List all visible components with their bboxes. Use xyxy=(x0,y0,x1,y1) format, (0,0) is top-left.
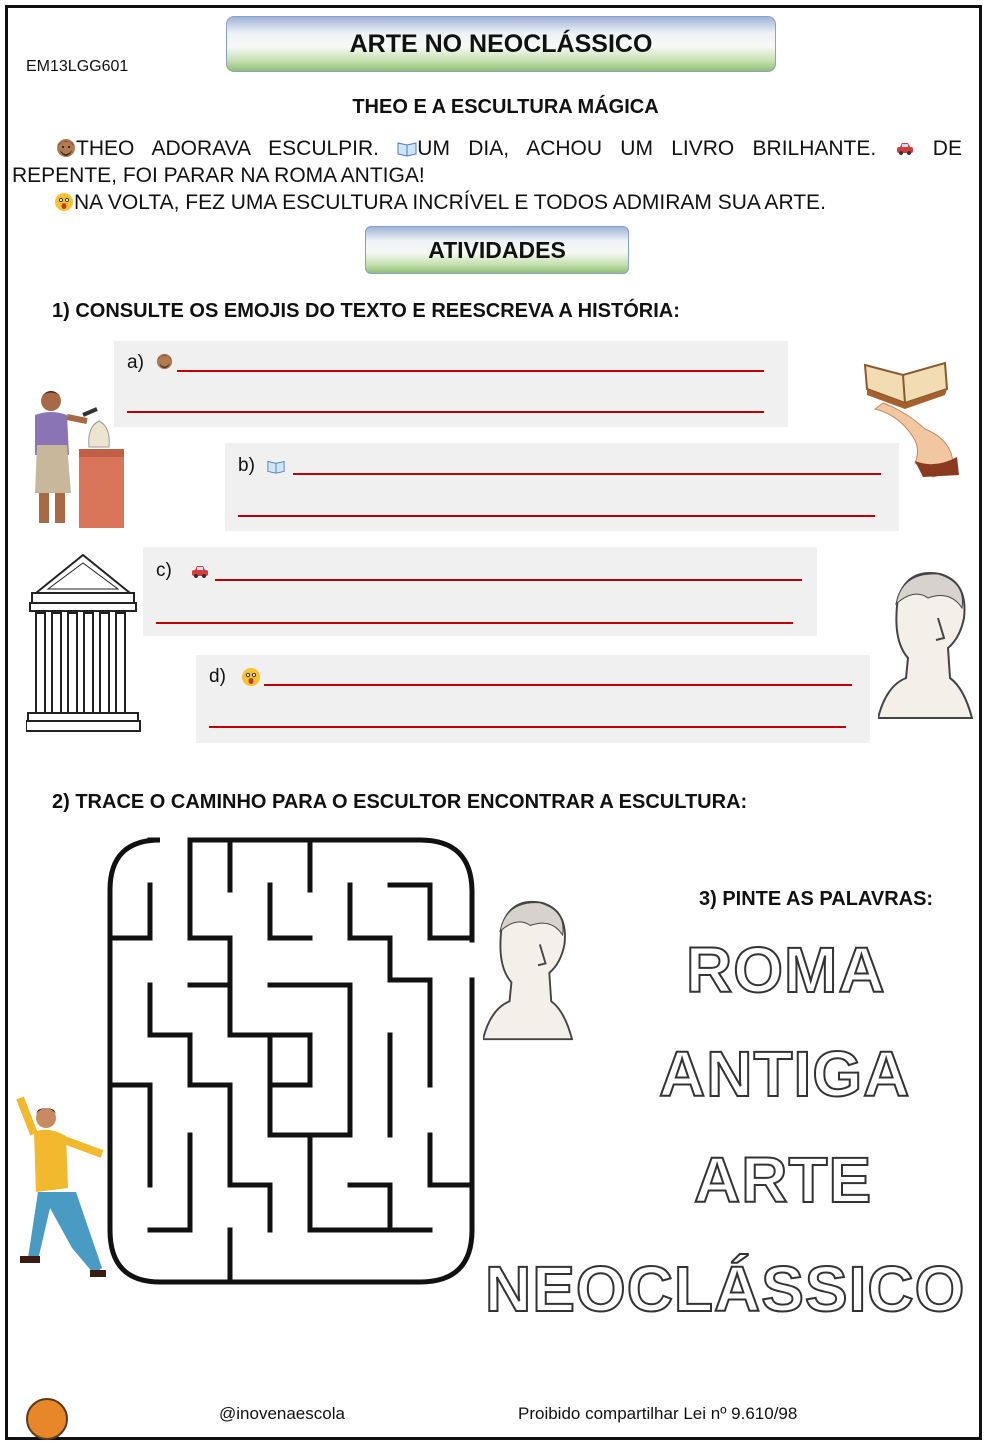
answer-line[interactable] xyxy=(264,684,852,686)
answer-line[interactable] xyxy=(293,473,881,475)
answer-line[interactable] xyxy=(127,411,764,413)
answer-line[interactable] xyxy=(238,515,875,517)
astonished-face-icon xyxy=(241,667,261,687)
astonished-face-icon xyxy=(54,192,74,212)
answer-box-b xyxy=(225,443,899,531)
man-face-icon xyxy=(156,353,173,370)
temple-illustration xyxy=(26,553,141,735)
man-face-icon xyxy=(56,138,76,158)
answer-box-a xyxy=(114,341,788,427)
answer-line[interactable] xyxy=(156,622,793,624)
story-line-1c: DE xyxy=(932,137,962,160)
footer-notice: Proibido compartilhar Lei nº 9.610/98 xyxy=(518,1404,798,1423)
story-line-1: THEO ADORAVA ESCULPIR. xyxy=(76,137,380,160)
word-antiga[interactable]: ANTIGA xyxy=(659,1038,911,1110)
answer-label-a: a) xyxy=(127,352,144,373)
answer-box-d xyxy=(196,655,870,743)
word-neoclassico[interactable]: NEOCLÁSSICO xyxy=(485,1253,966,1325)
question-2: 2) TRACE O CAMINHO PARA O ESCULTOR ENCONTRAR A ESCULTURA: xyxy=(52,791,748,813)
story-line-1b: UM DIA, ACHOU UM LIVRO BRILHANTE. xyxy=(417,137,877,160)
question-3: 3) PINTE AS PALAVRAS: xyxy=(699,888,934,910)
car-icon xyxy=(189,561,211,581)
sculptor-illustration xyxy=(27,385,127,530)
word-arte[interactable]: ARTE xyxy=(694,1144,873,1216)
answer-label-d: d) xyxy=(209,666,226,687)
skill-code: EM13LGG601 xyxy=(26,58,129,75)
activities-banner: ATIVIDADES xyxy=(365,226,629,274)
book-hand-illustration xyxy=(855,345,965,480)
story-text xyxy=(12,135,962,216)
maze[interactable] xyxy=(100,830,480,1290)
answer-label-c: c) xyxy=(156,560,172,581)
open-book-icon xyxy=(267,457,285,475)
answer-line[interactable] xyxy=(177,370,764,372)
dancing-man-illustration xyxy=(16,1088,108,1288)
story-line-3: NA VOLTA, FEZ UMA ESCULTURA INCRÍVEL E TODOS ADMIRAM SUA ARTE. xyxy=(74,191,826,214)
answer-box-c xyxy=(143,547,817,636)
open-book-icon xyxy=(397,138,417,158)
answer-label-b: b) xyxy=(238,455,255,476)
page-title: ARTE NO NEOCLÁSSICO xyxy=(226,16,776,72)
car-icon xyxy=(895,138,915,158)
brand-logo xyxy=(26,1398,68,1440)
story-line-2: REPENTE, FOI PARAR NA ROMA ANTIGA! xyxy=(12,164,425,187)
answer-line[interactable] xyxy=(215,579,802,581)
question-1: 1) CONSULTE OS EMOJIS DO TEXTO E REESCREVA A HISTÓRIA: xyxy=(52,300,680,322)
david-bust-maze-goal-illustration xyxy=(483,893,573,1048)
answer-line[interactable] xyxy=(209,726,846,728)
footer-handle: @inovenaescola xyxy=(219,1404,345,1423)
david-bust-illustration xyxy=(878,568,973,723)
story-title: THEO E A ESCULTURA MÁGICA xyxy=(352,96,659,118)
word-roma[interactable]: ROMA xyxy=(686,934,886,1006)
